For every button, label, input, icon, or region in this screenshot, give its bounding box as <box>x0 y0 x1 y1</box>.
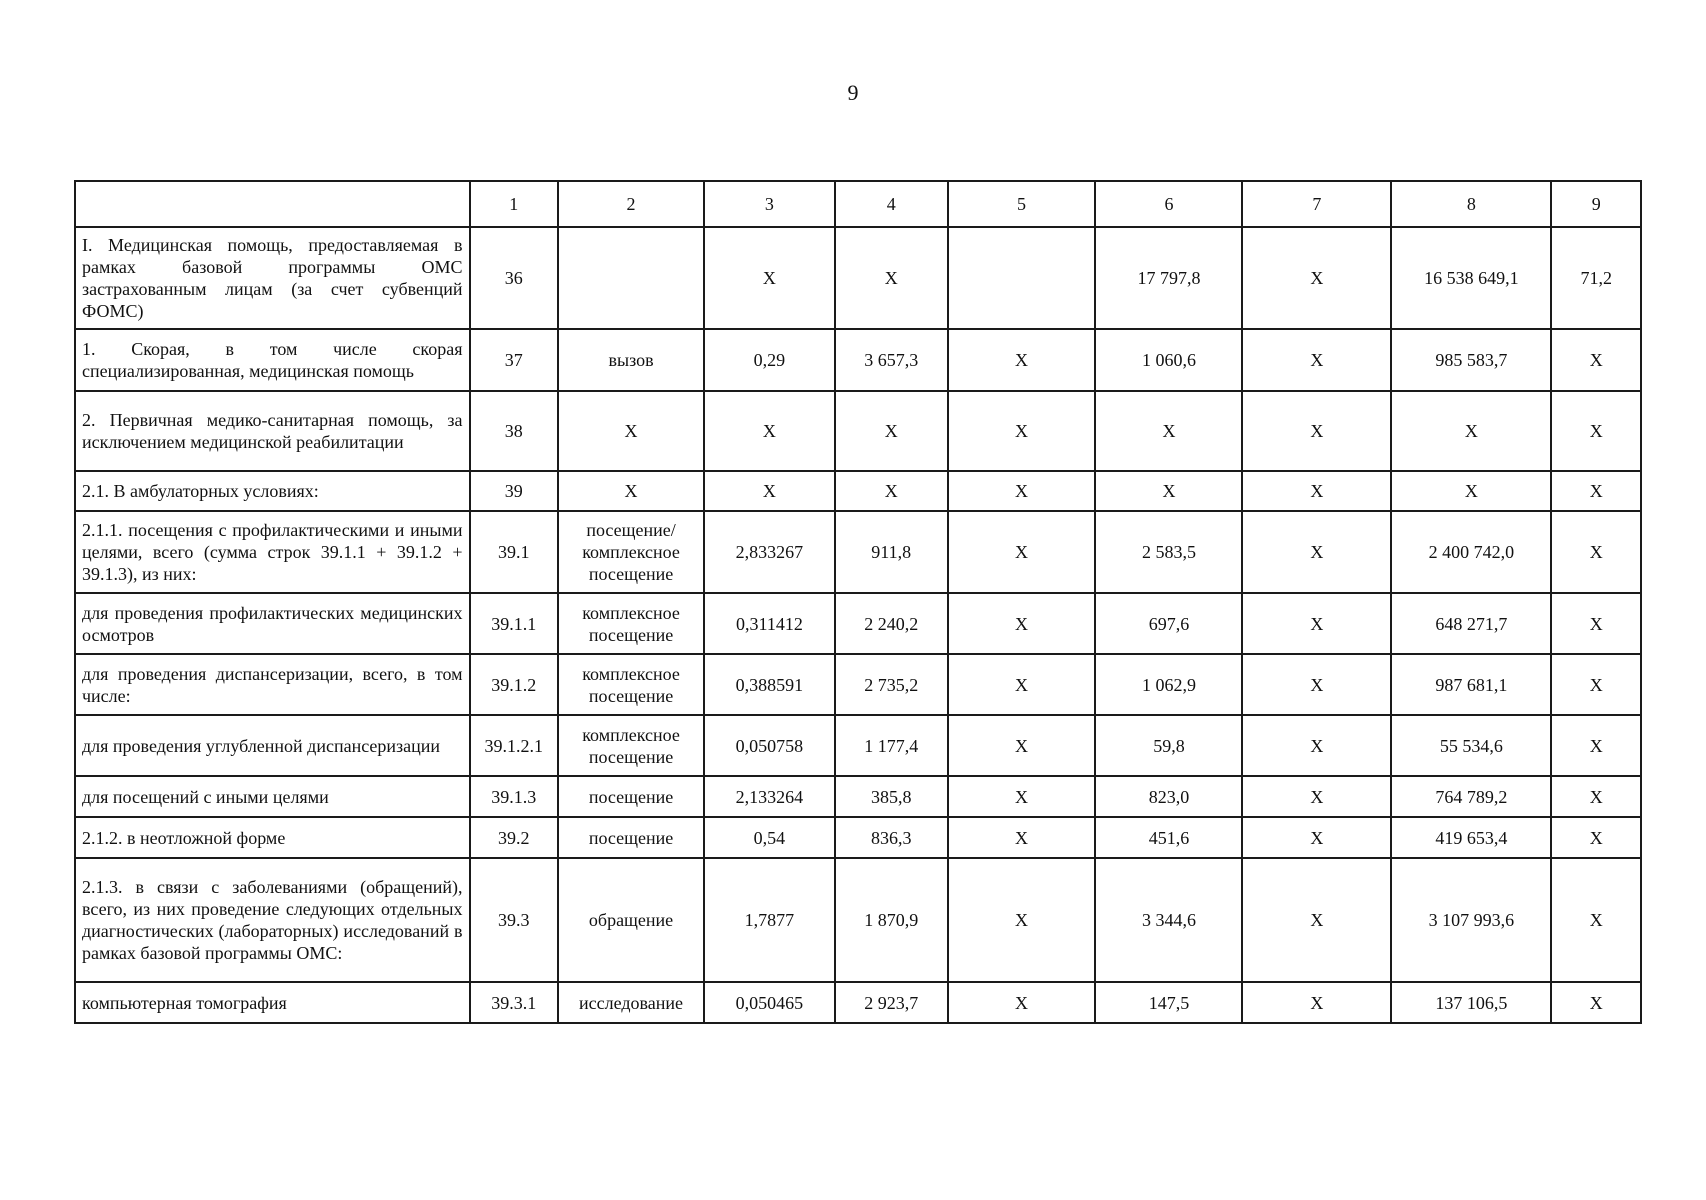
cell-col-2: X <box>558 391 704 471</box>
cell-col-2: обращение <box>558 858 704 982</box>
cell-col-7: X <box>1242 471 1391 511</box>
cell-col-2: X <box>558 471 704 511</box>
cell-col-3: 0,29 <box>704 329 835 391</box>
column-number-row <box>75 181 1641 227</box>
cell-col-7: X <box>1242 511 1391 593</box>
page-number: 9 <box>847 80 859 105</box>
column-header-1: 1 <box>470 181 559 227</box>
cell-col-4: 2 923,7 <box>835 982 948 1023</box>
cell-col-3: X <box>704 227 835 329</box>
cell-col-5: X <box>948 593 1096 654</box>
cell-col-4: 1 870,9 <box>835 858 948 982</box>
cell-col-1: 36 <box>470 227 559 329</box>
cell-col-1: 37 <box>470 329 559 391</box>
cell-col-4: 911,8 <box>835 511 948 593</box>
row-label: 2.1.3. в связи с заболеваниями (обращений), всего, из них проведение следующих отдельных диагностических (лабораторных) исследований в рамках базовой программы ОМС: <box>75 858 470 982</box>
table-row <box>75 817 1641 858</box>
column-header-2: 2 <box>558 181 704 227</box>
column-header-8: 8 <box>1391 181 1551 227</box>
cell-col-6: 1 060,6 <box>1095 329 1242 391</box>
cell-col-8: 648 271,7 <box>1391 593 1551 654</box>
table-header <box>75 181 1641 227</box>
column-header-3: 3 <box>704 181 835 227</box>
row-label: 2.1.1. посещения с профилактическими и иными целями, всего (сумма строк 39.1.1 + 39.1.2 + 39.1.3), из них: <box>75 511 470 593</box>
table-row <box>75 511 1641 593</box>
cell-col-5: X <box>948 817 1096 858</box>
cell-col-1: 39.1.1 <box>470 593 559 654</box>
cell-col-4: 385,8 <box>835 776 948 817</box>
cell-col-9: X <box>1551 715 1641 776</box>
cell-col-8: 985 583,7 <box>1391 329 1551 391</box>
cell-col-4: 2 735,2 <box>835 654 948 715</box>
cell-col-6: 17 797,8 <box>1095 227 1242 329</box>
cell-col-1: 39.1.2 <box>470 654 559 715</box>
cell-col-8: 2 400 742,0 <box>1391 511 1551 593</box>
cell-col-3: 0,54 <box>704 817 835 858</box>
cell-col-5: X <box>948 654 1096 715</box>
table-row <box>75 227 1641 329</box>
cell-col-3: 2,833267 <box>704 511 835 593</box>
cell-col-8: 16 538 649,1 <box>1391 227 1551 329</box>
cell-col-6: X <box>1095 391 1242 471</box>
cell-col-3: X <box>704 391 835 471</box>
cell-col-5: X <box>948 391 1096 471</box>
cell-col-9: X <box>1551 654 1641 715</box>
row-label: для проведения диспансеризации, всего, в том числе: <box>75 654 470 715</box>
table-row <box>75 593 1641 654</box>
cell-col-1: 39.1.3 <box>470 776 559 817</box>
cell-col-5: X <box>948 776 1096 817</box>
table-row <box>75 471 1641 511</box>
cell-col-1: 39.3.1 <box>470 982 559 1023</box>
cell-col-8: X <box>1391 391 1551 471</box>
table-row <box>75 982 1641 1023</box>
table-row <box>75 715 1641 776</box>
cell-col-6: 823,0 <box>1095 776 1242 817</box>
cell-col-9: 71,2 <box>1551 227 1641 329</box>
cell-col-5: X <box>948 471 1096 511</box>
cell-col-5: X <box>948 715 1096 776</box>
cell-col-1: 39.1 <box>470 511 559 593</box>
cell-col-7: X <box>1242 329 1391 391</box>
cell-col-4: 2 240,2 <box>835 593 948 654</box>
column-header-7: 7 <box>1242 181 1391 227</box>
cell-col-8: 137 106,5 <box>1391 982 1551 1023</box>
cell-col-6: 451,6 <box>1095 817 1242 858</box>
cell-col-9: X <box>1551 776 1641 817</box>
cell-col-6: 697,6 <box>1095 593 1242 654</box>
cell-col-3: 2,133264 <box>704 776 835 817</box>
cell-col-1: 39.1.2.1 <box>470 715 559 776</box>
cell-col-7: X <box>1242 654 1391 715</box>
cell-col-6: 1 062,9 <box>1095 654 1242 715</box>
table-row <box>75 776 1641 817</box>
column-header-6: 6 <box>1095 181 1242 227</box>
table-row <box>75 391 1641 471</box>
cell-col-8: 987 681,1 <box>1391 654 1551 715</box>
cell-col-9: X <box>1551 471 1641 511</box>
column-header-4: 4 <box>835 181 948 227</box>
cell-col-8: 55 534,6 <box>1391 715 1551 776</box>
row-label: 1. Скорая, в том числе скорая специализированная, медицинская помощь <box>75 329 470 391</box>
cell-col-1: 39.2 <box>470 817 559 858</box>
column-header-9: 9 <box>1551 181 1641 227</box>
cell-col-2 <box>558 227 704 329</box>
cell-col-4: 836,3 <box>835 817 948 858</box>
cell-col-5: X <box>948 329 1096 391</box>
cell-col-2: комплексное посещение <box>558 715 704 776</box>
cell-col-7: X <box>1242 817 1391 858</box>
cell-col-3: X <box>704 471 835 511</box>
cell-col-9: X <box>1551 391 1641 471</box>
cell-col-7: X <box>1242 227 1391 329</box>
cell-col-3: 0,050465 <box>704 982 835 1023</box>
row-label: для проведения профилактических медицинских осмотров <box>75 593 470 654</box>
cell-col-9: X <box>1551 329 1641 391</box>
cell-col-6: 3 344,6 <box>1095 858 1242 982</box>
row-label: компьютерная томография <box>75 982 470 1023</box>
cell-col-9: X <box>1551 511 1641 593</box>
cell-col-2: вызов <box>558 329 704 391</box>
cell-col-6: 59,8 <box>1095 715 1242 776</box>
cell-col-5: X <box>948 858 1096 982</box>
cell-col-3: 0,050758 <box>704 715 835 776</box>
cell-col-8: 3 107 993,6 <box>1391 858 1551 982</box>
cell-col-2: комплексное посещение <box>558 654 704 715</box>
cell-col-4: X <box>835 471 948 511</box>
cell-col-1: 39.3 <box>470 858 559 982</box>
cell-col-5 <box>948 227 1096 329</box>
cell-col-3: 0,311412 <box>704 593 835 654</box>
cell-col-4: 3 657,3 <box>835 329 948 391</box>
cell-col-2: исследование <box>558 982 704 1023</box>
cell-col-7: X <box>1242 982 1391 1023</box>
row-label: 2.1.2. в неотложной форме <box>75 817 470 858</box>
cell-col-2: комплексное посещение <box>558 593 704 654</box>
row-label: 2. Первичная медико-санитарная помощь, за исключением медицинской реабилитации <box>75 391 470 471</box>
row-label: I. Медицинская помощь, предоставляемая в рамках базовой программы ОМС застрахованным лицам (за счет субвенций ФОМС) <box>75 227 470 329</box>
cell-col-2: посещение <box>558 817 704 858</box>
cell-col-8: X <box>1391 471 1551 511</box>
cell-col-9: X <box>1551 593 1641 654</box>
cell-col-6: 147,5 <box>1095 982 1242 1023</box>
cell-col-9: X <box>1551 858 1641 982</box>
cell-col-2: посещение <box>558 776 704 817</box>
cell-col-6: 2 583,5 <box>1095 511 1242 593</box>
row-label: для проведения углубленной диспансеризации <box>75 715 470 776</box>
column-header-5: 5 <box>948 181 1096 227</box>
cell-col-7: X <box>1242 858 1391 982</box>
cell-col-8: 764 789,2 <box>1391 776 1551 817</box>
cell-col-1: 38 <box>470 391 559 471</box>
cell-col-4: 1 177,4 <box>835 715 948 776</box>
column-header-label <box>75 181 470 227</box>
financing-table <box>74 180 1642 1024</box>
cell-col-6: X <box>1095 471 1242 511</box>
cell-col-7: X <box>1242 715 1391 776</box>
cell-col-7: X <box>1242 391 1391 471</box>
financing-table-container <box>74 180 1642 1024</box>
table-row <box>75 654 1641 715</box>
cell-col-9: X <box>1551 982 1641 1023</box>
table-body <box>75 227 1641 1023</box>
cell-col-7: X <box>1242 593 1391 654</box>
cell-col-2: посещение/ комплексное посещение <box>558 511 704 593</box>
cell-col-4: X <box>835 227 948 329</box>
row-label: для посещений с иными целями <box>75 776 470 817</box>
cell-col-3: 1,7877 <box>704 858 835 982</box>
cell-col-1: 39 <box>470 471 559 511</box>
cell-col-9: X <box>1551 817 1641 858</box>
cell-col-3: 0,388591 <box>704 654 835 715</box>
cell-col-8: 419 653,4 <box>1391 817 1551 858</box>
cell-col-7: X <box>1242 776 1391 817</box>
table-row <box>75 329 1641 391</box>
cell-col-5: X <box>948 511 1096 593</box>
table-row <box>75 858 1641 982</box>
cell-col-5: X <box>948 982 1096 1023</box>
row-label: 2.1. В амбулаторных условиях: <box>75 471 470 511</box>
cell-col-4: X <box>835 391 948 471</box>
